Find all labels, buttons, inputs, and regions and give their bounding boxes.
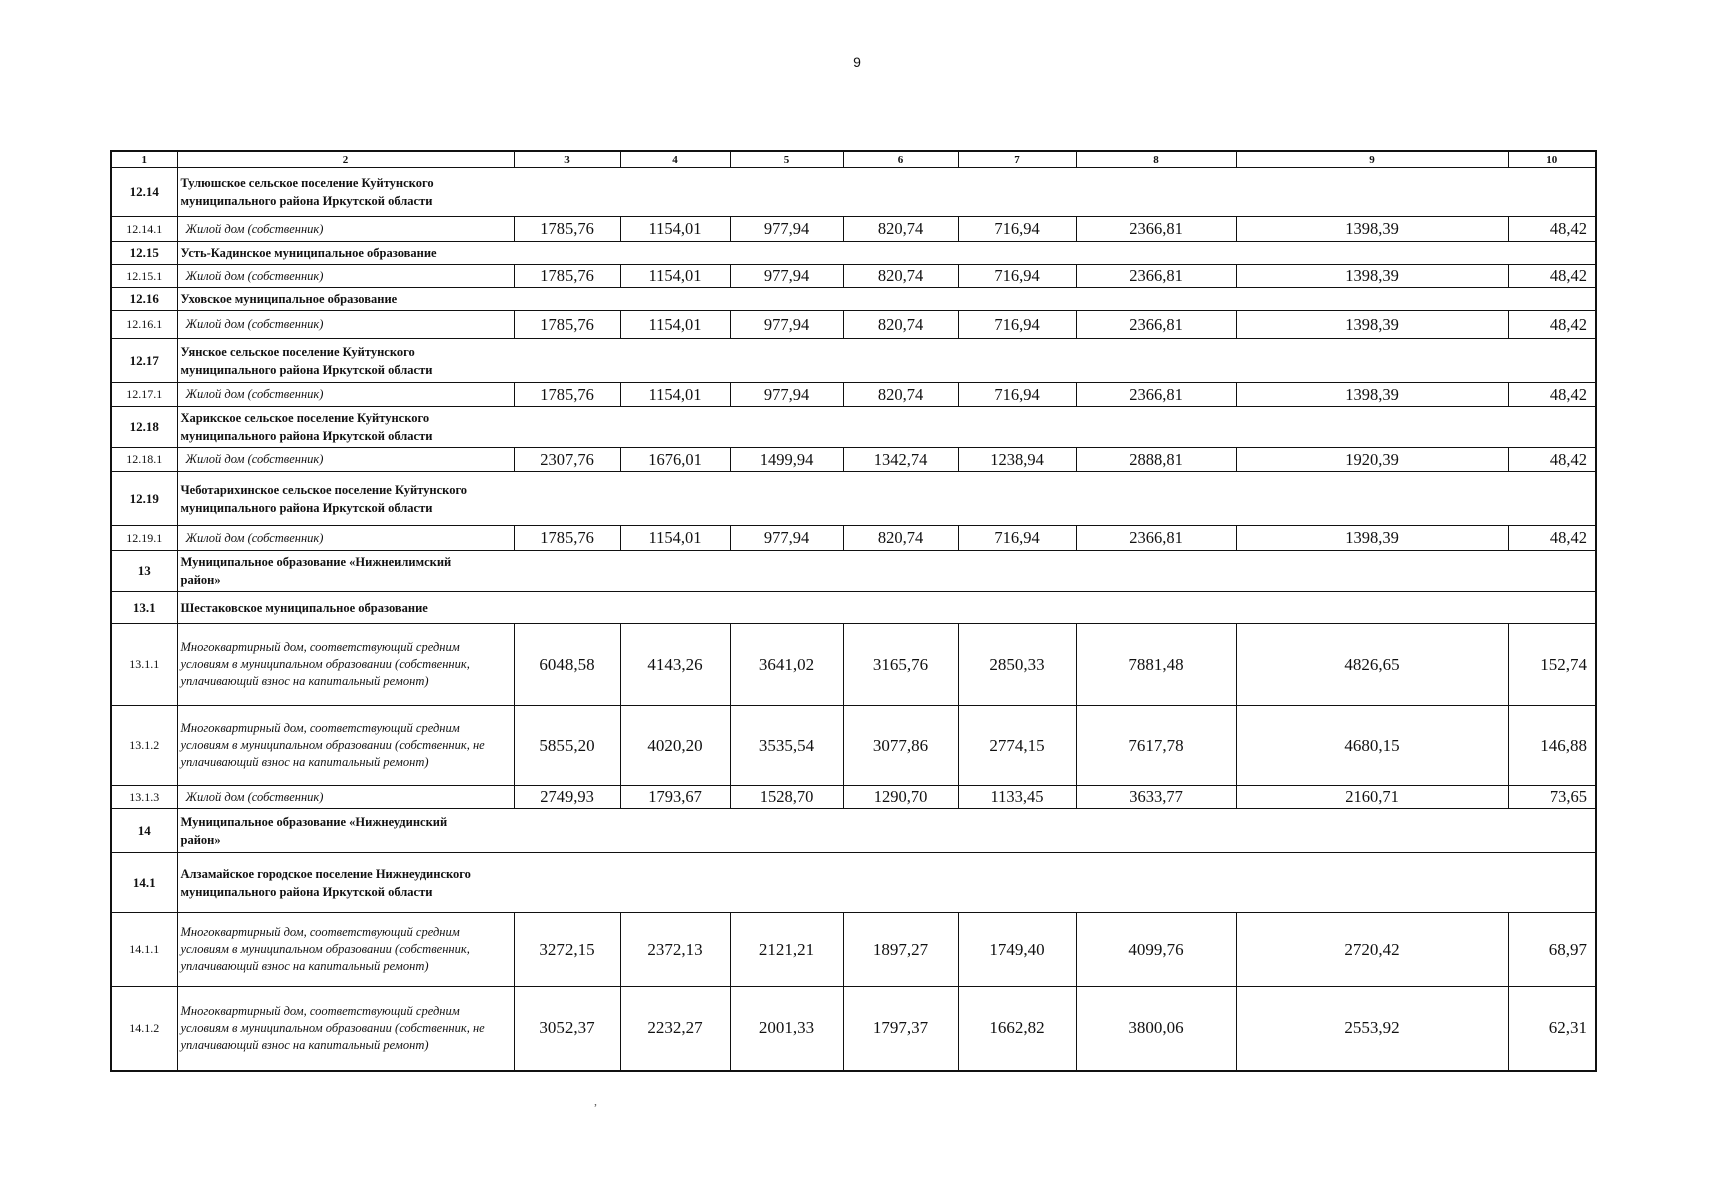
value-cell-col7: 2774,15 [958, 706, 1076, 786]
value-cell-col9: 1398,39 [1236, 265, 1508, 288]
item-name: Многоквартирный дом, соответствующий средним условиям в муниципальном образовании (собственник, не уплачивающий взнос на капитальный ремонт) [177, 987, 514, 1071]
section-name-text: Чеботарихинское сельское поселение Куйтунского муниципального района Иркутской области [180, 482, 468, 515]
table-row [111, 217, 1596, 242]
table-row [111, 265, 1596, 288]
value-cell-col9: 4680,15 [1236, 706, 1508, 786]
value-cell-col10: 48,42 [1508, 217, 1596, 242]
value-cell-col6: 820,74 [843, 217, 958, 242]
section-row [111, 472, 1596, 526]
value-cell-col8: 2366,81 [1076, 265, 1236, 288]
column-header-7: 7 [958, 151, 1076, 168]
item-code: 12.17.1 [111, 383, 177, 407]
value-cell-col5: 977,94 [730, 383, 843, 407]
table-row [111, 987, 1596, 1071]
section-row [111, 551, 1596, 592]
section-name [177, 551, 1596, 592]
value-cell-col8: 2366,81 [1076, 217, 1236, 242]
section-code: 12.16 [111, 288, 177, 311]
section-row [111, 339, 1596, 383]
value-cell-col10: 146,88 [1508, 706, 1596, 786]
column-header-3: 3 [514, 151, 620, 168]
value-cell-col5: 3535,54 [730, 706, 843, 786]
value-cell-col3: 6048,58 [514, 624, 620, 706]
item-code: 12.14.1 [111, 217, 177, 242]
value-cell-col5: 1528,70 [730, 786, 843, 809]
value-cell-col7: 716,94 [958, 383, 1076, 407]
value-cell-col9: 2553,92 [1236, 987, 1508, 1071]
section-name-text: Уховское муниципальное образование [180, 292, 398, 306]
value-cell-col9: 1398,39 [1236, 311, 1508, 339]
item-code: 12.18.1 [111, 448, 177, 472]
value-cell-col3: 1785,76 [514, 383, 620, 407]
value-cell-col6: 820,74 [843, 311, 958, 339]
section-code: 12.18 [111, 407, 177, 448]
value-cell-col10: 73,65 [1508, 786, 1596, 809]
section-name [177, 407, 1596, 448]
value-cell-col10: 48,42 [1508, 383, 1596, 407]
item-code: 12.19.1 [111, 526, 177, 551]
table-row [111, 624, 1596, 706]
value-cell-col3: 1785,76 [514, 526, 620, 551]
column-header-10: 10 [1508, 151, 1596, 168]
table-row [111, 913, 1596, 987]
section-name [177, 472, 1596, 526]
value-cell-col7: 2850,33 [958, 624, 1076, 706]
table-row [111, 706, 1596, 786]
section-name-text: Алзамайское городское поселение Нижнеудинского муниципального района Иркутской области [180, 866, 471, 899]
value-cell-col8: 4099,76 [1076, 913, 1236, 987]
column-header-8: 8 [1076, 151, 1236, 168]
value-cell-col7: 1133,45 [958, 786, 1076, 809]
value-cell-col6: 820,74 [843, 383, 958, 407]
value-cell-col3: 5855,20 [514, 706, 620, 786]
item-name: Многоквартирный дом, соответствующий средним условиям в муниципальном образовании (собственник, уплачивающий взнос на капитальный ремонт) [177, 913, 514, 987]
table-body [111, 168, 1596, 1071]
section-row [111, 242, 1596, 265]
section-name [177, 592, 1596, 624]
value-cell-col3: 1785,76 [514, 265, 620, 288]
column-header-9: 9 [1236, 151, 1508, 168]
table-row [111, 448, 1596, 472]
value-cell-col3: 2749,93 [514, 786, 620, 809]
value-cell-col10: 68,97 [1508, 913, 1596, 987]
item-code: 14.1.2 [111, 987, 177, 1071]
section-name-text: Муниципальное образование «Нижнеудинский район» [180, 814, 448, 847]
item-code: 12.15.1 [111, 265, 177, 288]
section-row [111, 288, 1596, 311]
section-row [111, 168, 1596, 217]
section-name-text: Уянское сельское поселение Куйтунского муниципального района Иркутской области [180, 344, 433, 377]
item-name: Жилой дом (собственник) [177, 448, 514, 472]
value-cell-col5: 2001,33 [730, 987, 843, 1071]
value-cell-col5: 1499,94 [730, 448, 843, 472]
value-cell-col4: 1154,01 [620, 311, 730, 339]
value-cell-col9: 1398,39 [1236, 217, 1508, 242]
value-cell-col8: 7881,48 [1076, 624, 1236, 706]
value-cell-col3: 2307,76 [514, 448, 620, 472]
value-cell-col5: 977,94 [730, 217, 843, 242]
value-cell-col7: 1749,40 [958, 913, 1076, 987]
value-cell-col4: 1676,01 [620, 448, 730, 472]
item-name: Жилой дом (собственник) [177, 265, 514, 288]
section-name [177, 242, 1596, 265]
section-row [111, 809, 1596, 853]
value-cell-col9: 2720,42 [1236, 913, 1508, 987]
value-cell-col7: 716,94 [958, 265, 1076, 288]
value-cell-col8: 2366,81 [1076, 311, 1236, 339]
value-cell-col8: 3633,77 [1076, 786, 1236, 809]
item-name: Жилой дом (собственник) [177, 383, 514, 407]
value-cell-col4: 2372,13 [620, 913, 730, 987]
item-name: Жилой дом (собственник) [177, 786, 514, 809]
section-row [111, 853, 1596, 913]
value-cell-col5: 3641,02 [730, 624, 843, 706]
value-cell-col4: 4143,26 [620, 624, 730, 706]
section-name-text: Муниципальное образование «Нижнеилимский район» [180, 555, 452, 587]
value-cell-col8: 2366,81 [1076, 526, 1236, 551]
value-cell-col7: 1238,94 [958, 448, 1076, 472]
value-cell-col7: 716,94 [958, 217, 1076, 242]
item-name: Многоквартирный дом, соответствующий средним условиям в муниципальном образовании (собственник, не уплачивающий взнос на капитальный ремонт) [177, 706, 514, 786]
column-number-row [111, 151, 1596, 168]
section-code: 12.14 [111, 168, 177, 217]
column-header-4: 4 [620, 151, 730, 168]
value-cell-col6: 3165,76 [843, 624, 958, 706]
value-cell-col8: 2366,81 [1076, 383, 1236, 407]
value-cell-col10: 48,42 [1508, 448, 1596, 472]
value-cell-col10: 62,31 [1508, 987, 1596, 1071]
section-name-text: Усть-Кадинское муниципальное образование [180, 246, 437, 260]
value-cell-col4: 1154,01 [620, 217, 730, 242]
value-cell-col4: 2232,27 [620, 987, 730, 1071]
section-name [177, 168, 1596, 217]
column-header-2: 2 [177, 151, 514, 168]
section-row [111, 407, 1596, 448]
value-cell-col10: 152,74 [1508, 624, 1596, 706]
value-cell-col7: 716,94 [958, 311, 1076, 339]
value-cell-col9: 1398,39 [1236, 526, 1508, 551]
value-cell-col4: 4020,20 [620, 706, 730, 786]
value-cell-col5: 2121,21 [730, 913, 843, 987]
value-cell-col8: 3800,06 [1076, 987, 1236, 1071]
column-header-6: 6 [843, 151, 958, 168]
value-cell-col7: 716,94 [958, 526, 1076, 551]
value-cell-col6: 1897,27 [843, 913, 958, 987]
value-cell-col4: 1154,01 [620, 526, 730, 551]
value-cell-col8: 2888,81 [1076, 448, 1236, 472]
item-code: 13.1.2 [111, 706, 177, 786]
value-cell-col5: 977,94 [730, 265, 843, 288]
section-name-text: Харикское сельское поселение Куйтунского муниципального района Иркутской области [180, 411, 433, 443]
item-code: 13.1.3 [111, 786, 177, 809]
section-code: 13 [111, 551, 177, 592]
value-cell-col9: 4826,65 [1236, 624, 1508, 706]
section-code: 12.17 [111, 339, 177, 383]
column-header-1: 1 [111, 151, 177, 168]
table-row [111, 526, 1596, 551]
section-name [177, 853, 1596, 913]
table-row [111, 311, 1596, 339]
value-cell-col6: 1290,70 [843, 786, 958, 809]
value-cell-col3: 3052,37 [514, 987, 620, 1071]
value-cell-col8: 7617,78 [1076, 706, 1236, 786]
value-cell-col7: 1662,82 [958, 987, 1076, 1071]
item-name: Жилой дом (собственник) [177, 311, 514, 339]
section-name [177, 809, 1596, 853]
item-code: 12.16.1 [111, 311, 177, 339]
section-row [111, 592, 1596, 624]
section-code: 14.1 [111, 853, 177, 913]
value-cell-col10: 48,42 [1508, 265, 1596, 288]
item-name: Жилой дом (собственник) [177, 526, 514, 551]
item-name: Многоквартирный дом, соответствующий средним условиям в муниципальном образовании (собственник, уплачивающий взнос на капитальный ремонт) [177, 624, 514, 706]
value-cell-col6: 1342,74 [843, 448, 958, 472]
value-cell-col6: 1797,37 [843, 987, 958, 1071]
value-cell-col4: 1793,67 [620, 786, 730, 809]
item-name: Жилой дом (собственник) [177, 217, 514, 242]
item-code: 13.1.1 [111, 624, 177, 706]
value-cell-col4: 1154,01 [620, 265, 730, 288]
value-cell-col3: 1785,76 [514, 217, 620, 242]
value-cell-col9: 1920,39 [1236, 448, 1508, 472]
value-cell-col10: 48,42 [1508, 526, 1596, 551]
table-row [111, 786, 1596, 809]
column-header-5: 5 [730, 151, 843, 168]
section-name [177, 288, 1596, 311]
section-code: 12.15 [111, 242, 177, 265]
page-number: 9 [853, 54, 861, 70]
item-code: 14.1.1 [111, 913, 177, 987]
section-code: 14 [111, 809, 177, 853]
value-cell-col6: 820,74 [843, 526, 958, 551]
value-cell-col3: 1785,76 [514, 311, 620, 339]
tariff-table [110, 150, 1597, 1072]
table-row [111, 383, 1596, 407]
value-cell-col4: 1154,01 [620, 383, 730, 407]
value-cell-col9: 2160,71 [1236, 786, 1508, 809]
section-name-text: Шестаковское муниципальное образование [180, 600, 428, 615]
section-name [177, 339, 1596, 383]
scan-mark: , [594, 1094, 597, 1108]
section-code: 13.1 [111, 592, 177, 624]
value-cell-col9: 1398,39 [1236, 383, 1508, 407]
value-cell-col3: 3272,15 [514, 913, 620, 987]
section-code: 12.19 [111, 472, 177, 526]
value-cell-col5: 977,94 [730, 526, 843, 551]
value-cell-col6: 820,74 [843, 265, 958, 288]
value-cell-col10: 48,42 [1508, 311, 1596, 339]
value-cell-col6: 3077,86 [843, 706, 958, 786]
section-name-text: Тулюшское сельское поселение Куйтунского муниципального района Иркутской области [180, 176, 434, 208]
value-cell-col5: 977,94 [730, 311, 843, 339]
